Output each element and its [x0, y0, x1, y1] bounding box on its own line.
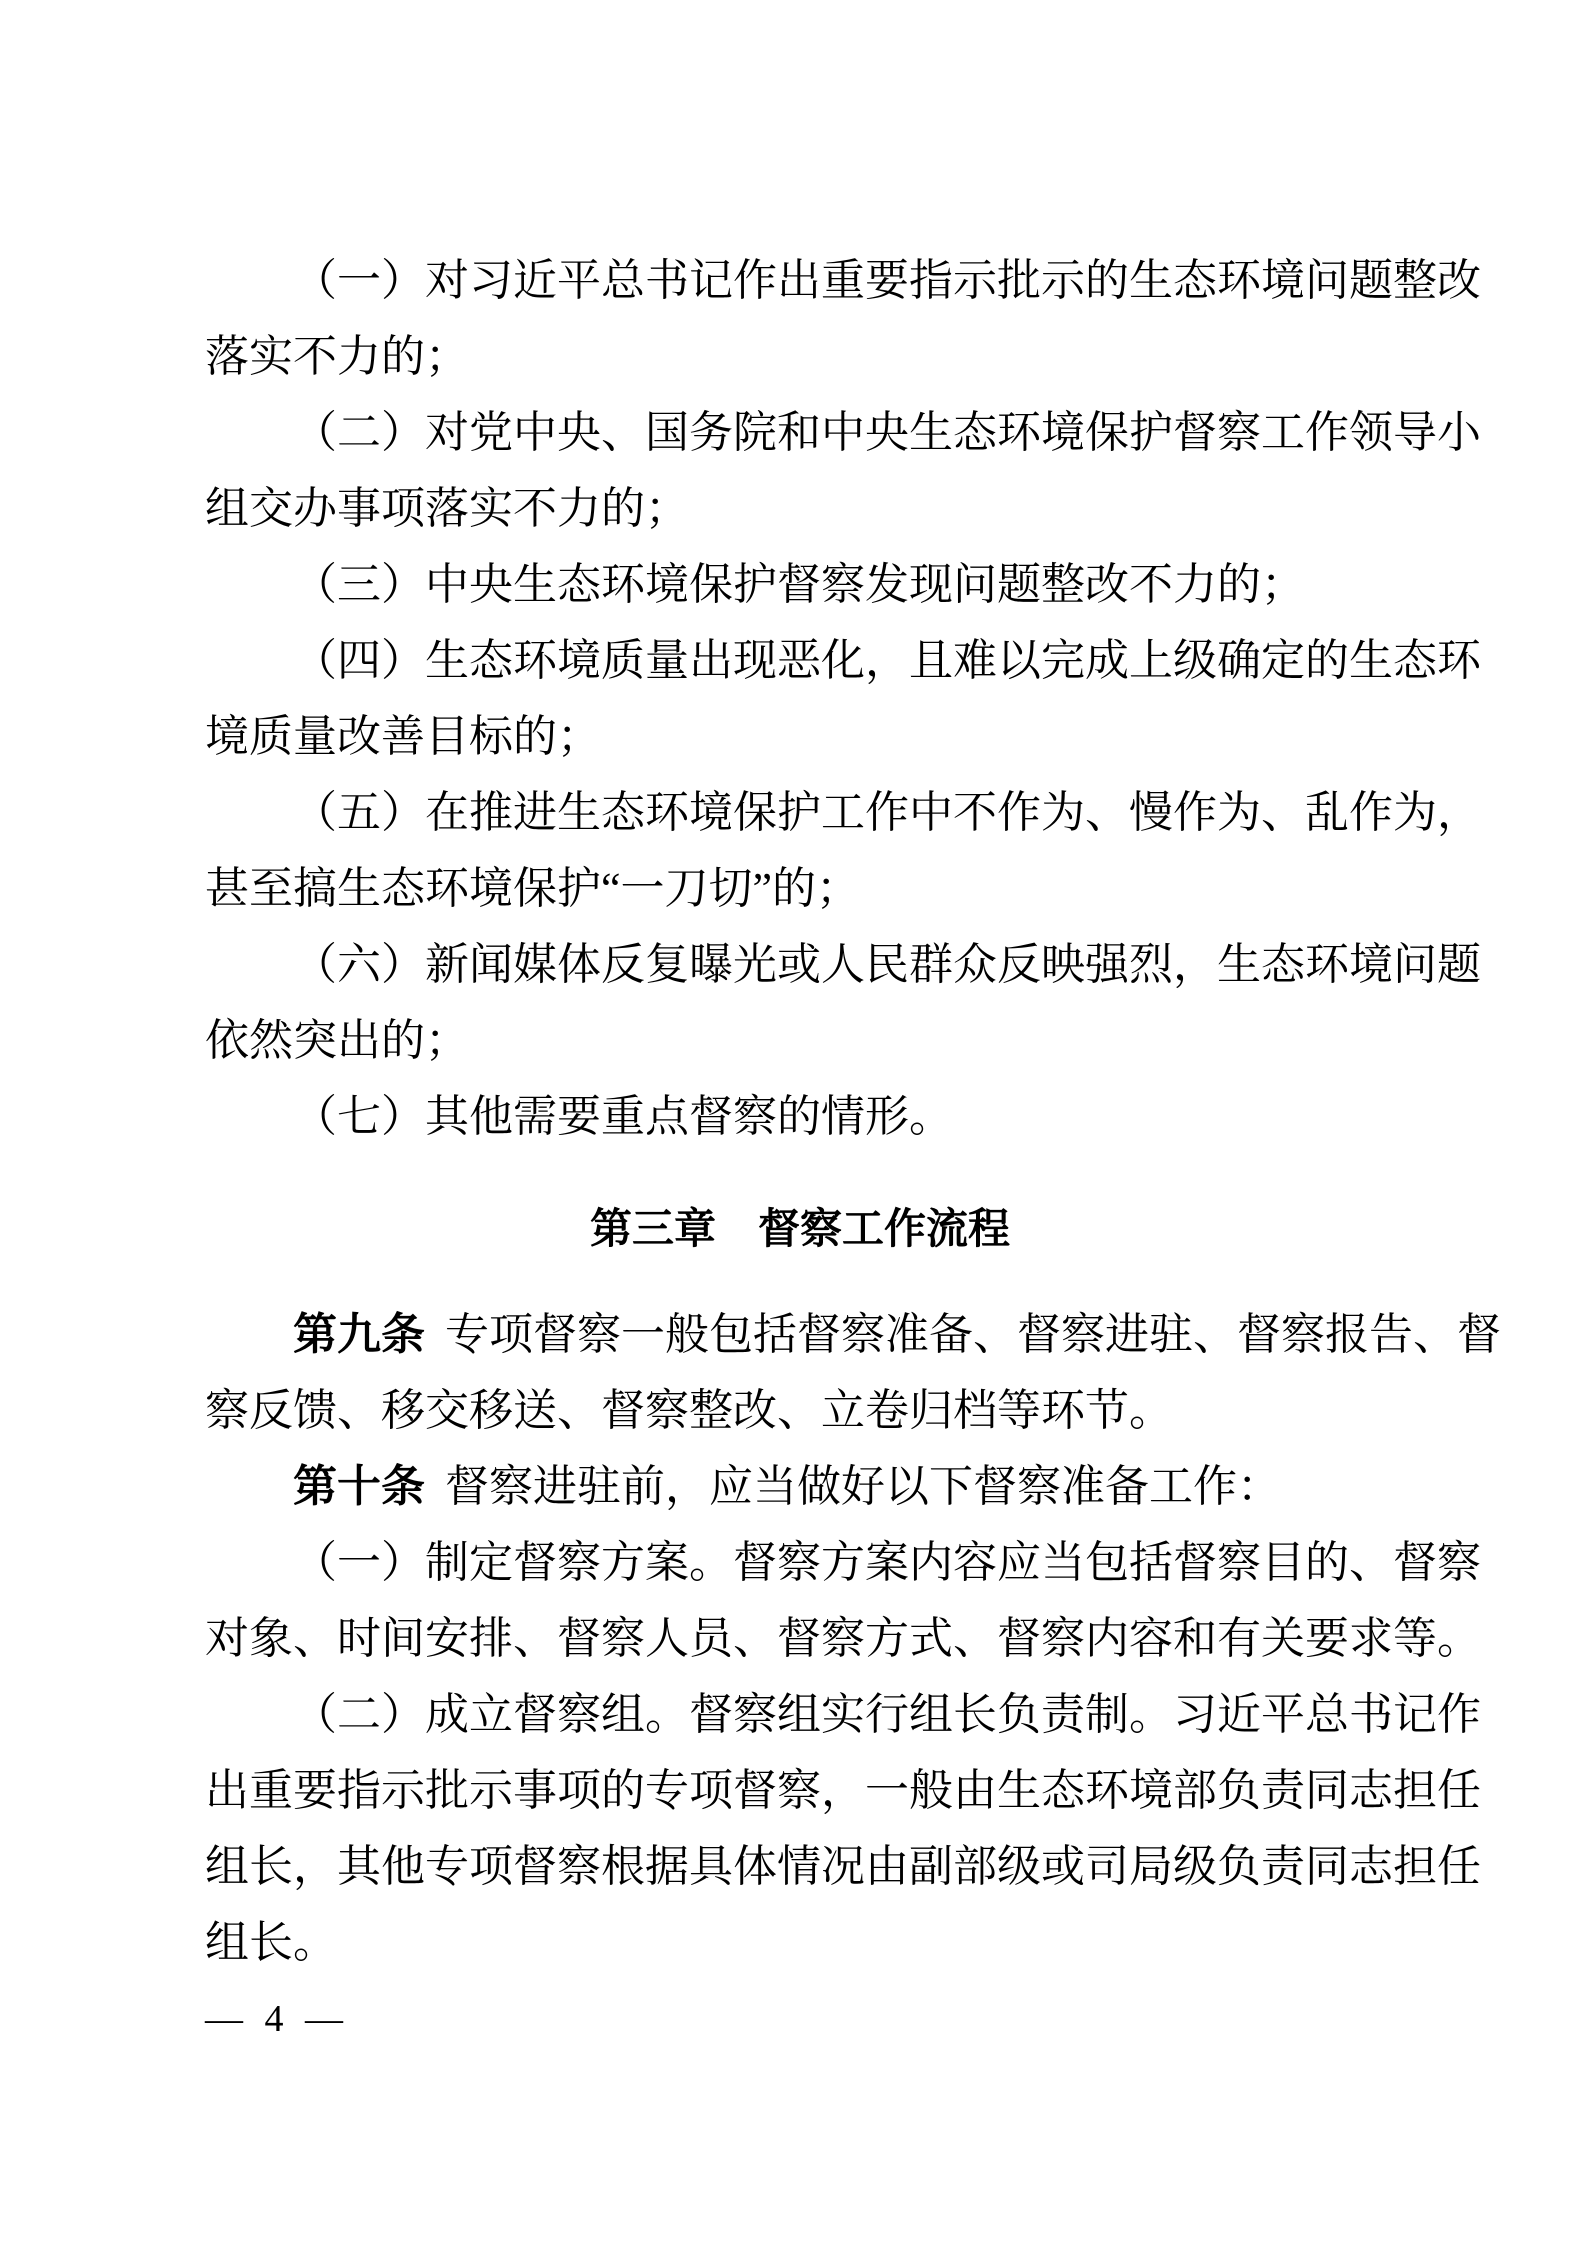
line-text: （二）对党中央、国务院和中央生态环境保护督察工作领导小	[293, 408, 1481, 457]
article-number: 第十条	[293, 1462, 425, 1511]
line-text: （三）中央生态环境保护督察发现问题整改不力的；	[293, 560, 1305, 609]
line-text: 出重要指示批示事项的专项督察，一般由生态环境部负责同志担任	[205, 1766, 1481, 1815]
document-line	[205, 1525, 1481, 1601]
document-line	[205, 1601, 1481, 1677]
document-line	[205, 775, 1481, 851]
document-line	[205, 243, 1481, 319]
document-line	[205, 1373, 1395, 1449]
line-text: 境质量改善目标的；	[205, 712, 601, 761]
line-text: （五）在推进生态环境保护工作中不作为、慢作为、乱作为，	[293, 788, 1481, 837]
line-text: 对象、时间安排、督察人员、督察方式、督察内容和有关要求等。	[205, 1614, 1481, 1663]
page-number: — 4 —	[205, 1998, 343, 2040]
document-line	[205, 699, 1395, 775]
document-line	[205, 1003, 1395, 1079]
line-text: 察反馈、移交移送、督察整改、立卷归档等环节。	[205, 1386, 1173, 1435]
document-line	[205, 1905, 1395, 1981]
document-line	[205, 927, 1481, 1003]
line-text: （一）对习近平总书记作出重要指示批示的生态环境问题整改	[293, 256, 1481, 305]
article-number: 第九条	[293, 1310, 425, 1359]
line-text: 落实不力的；	[205, 332, 469, 381]
document-line	[205, 319, 1395, 395]
document-line	[205, 1829, 1481, 1905]
chapter-heading	[205, 1191, 1395, 1267]
line-text: （一）制定督察方案。督察方案内容应当包括督察目的、督察	[293, 1538, 1481, 1587]
document-line	[205, 851, 1395, 927]
line-text: （二）成立督察组。督察组实行组长负责制。习近平总书记作	[293, 1690, 1481, 1739]
document-line	[205, 1079, 1395, 1155]
line-text: 依然突出的；	[205, 1016, 469, 1065]
line-text: 组长，其他专项督察根据具体情况由副部级或司局级负责同志担任	[205, 1842, 1481, 1891]
document-line	[205, 1677, 1481, 1753]
line-text: 督察进驻前，应当做好以下督察准备工作：	[445, 1462, 1281, 1511]
document-line	[205, 1297, 1501, 1373]
line-text: 第三章 督察工作流程	[589, 1205, 1010, 1252]
line-text: 专项督察一般包括督察准备、督察进驻、督察报告、督	[445, 1310, 1501, 1359]
document-line	[205, 471, 1395, 547]
document-line	[205, 395, 1481, 471]
line-text: （六）新闻媒体反复曝光或人民群众反映强烈，生态环境问题	[293, 940, 1481, 989]
line-text: （四）生态环境质量出现恶化，且难以完成上级确定的生态环	[293, 636, 1481, 685]
page-footer	[205, 1998, 343, 2040]
document-line	[205, 547, 1395, 623]
document-line	[205, 1753, 1481, 1829]
line-text: 甚至搞生态环境保护“一刀切”的；	[205, 864, 861, 913]
line-text: 组长。	[205, 1918, 337, 1967]
line-text: （七）其他需要重点督察的情形。	[293, 1092, 953, 1141]
document-line	[205, 623, 1481, 699]
document-line	[205, 1449, 1395, 1525]
line-text: 组交办事项落实不力的；	[205, 484, 689, 533]
document-body	[205, 243, 1501, 1981]
